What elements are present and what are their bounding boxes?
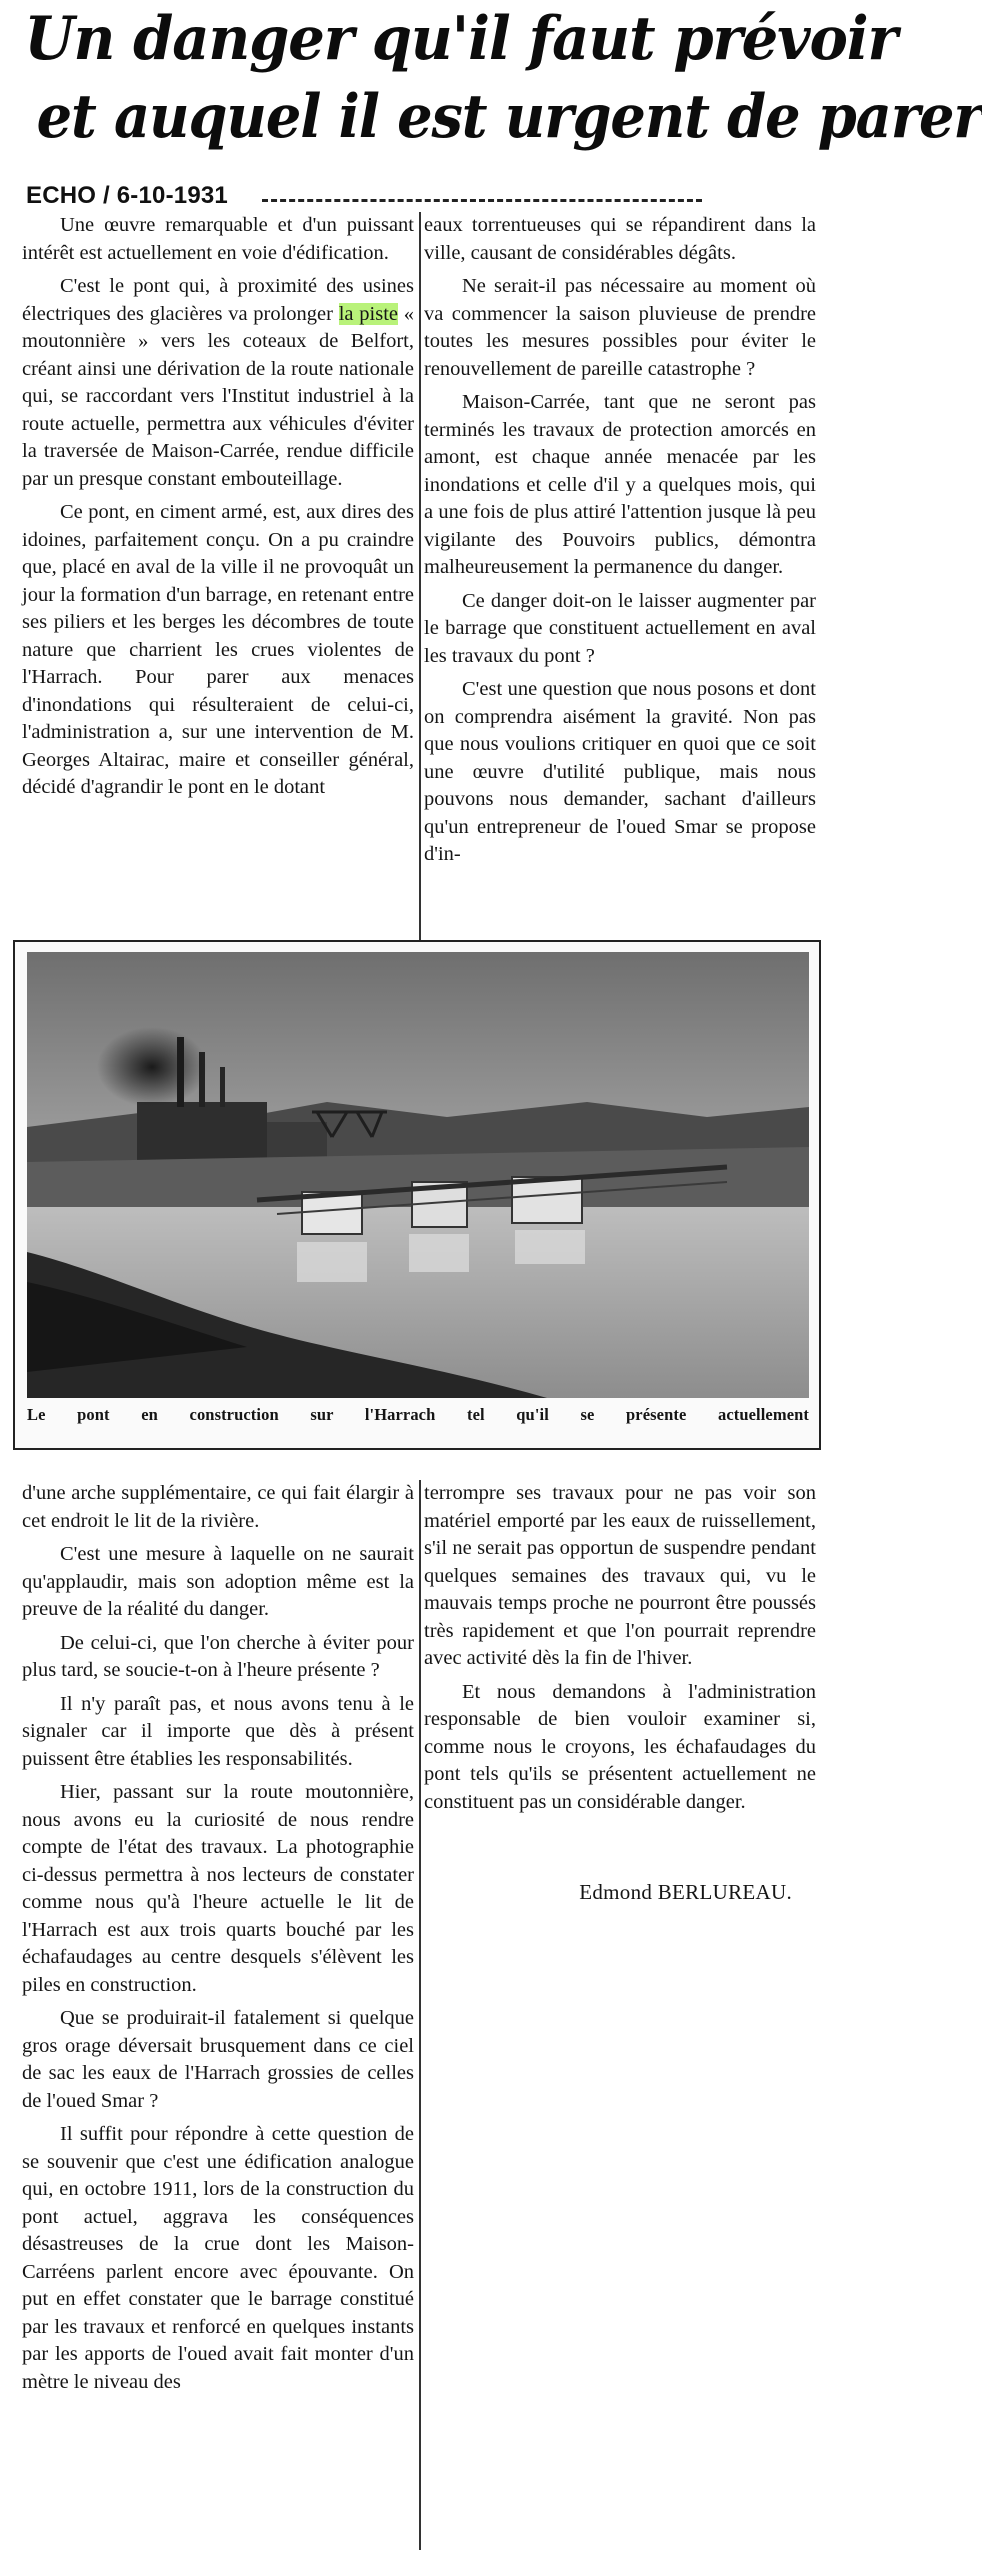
paragraph: Il suffit pour répondre à cette question de se souvenir que c'est une édification analogue qui, en octobre 1911, lors de la construction du pont actuel, aggrava les conséquences désastreuses de la crue dont les Maison-Carréens parlent encore avec épouvante. On put en effet constater que le barrage constitué par les travaux et renforcé en quelques instants par les apports de l'oued avait fait monter d'un mètre le niveau des	[22, 2123, 414, 2393]
paragraph: Ce danger doit-on le laisser augmenter par le barrage que constituent actuellement en aval les travaux du pont ?	[424, 589, 816, 667]
article-column-4	[424, 1480, 816, 1920]
paragraph: Que se produirait-il fatalement si quelque gros orage déversait brusquement dans ce ciel de sac les eaux de l'Harrach grossies de celles de l'oued Smar ?	[22, 2007, 414, 2112]
article-column-1	[22, 212, 414, 957]
paragraph: C'est une mesure à laquelle on ne saurait qu'applaudir, mais son adoption même est la preuve de la réalité du danger.	[22, 1543, 414, 1620]
article-headline	[8, 0, 982, 156]
paragraph: Une œuvre remarquable et d'un puissant intérêt est actuellement en voie d'édification.	[22, 214, 414, 264]
paragraph: C'est une question que nous posons et dont on comprendra aisément la gravité. Non pas que nous voulions critiquer en quoi que ce soit une œuvre d'utilité publique, mais nous pouvons nous demander, sachant d'ailleurs qu'un entrepreneur de l'oued Smar se propose d'in-	[424, 678, 816, 865]
paragraph-text: « moutonnière » vers les coteaux de Belfort, créant ainsi une dérivation de la route nationale qui, se raccordant vers l'Institut industriel à la route actuelle, permettra aux véhicules d'éviter la traversée de Maison-Carrée, rendue difficile par un presque constant embouteillage.	[22, 302, 414, 490]
paragraph: Maison-Carrée, tant que ne seront pas terminés les travaux de protection amorcés en amont, est chaque année menacée par les inondations et celle d'il y a quelques mois, qui a une fois de plus attiré l'attention jusque là peu vigilante des Pouvoirs publics, démontra malheureusement la permanence du danger.	[424, 391, 816, 578]
smoke-plume	[97, 1027, 207, 1107]
photo-frame	[13, 940, 821, 1450]
author-signature: Edmond BERLUREAU.	[579, 1880, 792, 1904]
paragraph: Ne serait-il pas nécessaire au moment où va commencer la saison pluvieuse de prendre toutes les mesures possibles pour éviter le renouvellement de pareille catastrophe ?	[424, 275, 816, 380]
article-column-3	[22, 1480, 414, 2552]
paragraph: eaux torrentueuses qui se répandirent dans la ville, causant de considérables dégâts.	[424, 214, 816, 264]
headline-line-1: Un danger qu'il faut prévoir	[24, 4, 897, 74]
paragraph: Il n'y paraît pas, et nous avons tenu à le signaler car il importe que dès à présent puissent être établies les responsabilités.	[22, 1692, 414, 1770]
highlighted-phrase: la piste	[338, 302, 398, 325]
paragraph: Et nous demandons à l'administration responsable de bien vouloir examiner si, comme nous le croyons, les échafaudages du pont tels qu'ils se présentent actuellement ne constituent pas un considérable danger.	[424, 1680, 816, 1813]
bridge-photograph	[27, 952, 809, 1398]
dashed-separator	[262, 199, 702, 202]
paragraph: Hier, passant sur la route moutonnière, nous avons eu la curiosité de nous rendre compte de l'état des travaux. La photographie ci-dessus permettra à nos lecteurs de constater comme nous qu'à l'heure actuelle le lit de l'Harrach est aux trois quarts bouché par les échafaudages au centre desquels s'élèvent les piles en construction.	[22, 1781, 414, 1996]
article-column-2	[424, 212, 816, 957]
headline-line-2: et auquel il est urgent de parer	[36, 82, 982, 152]
paragraph	[22, 273, 414, 493]
paragraph: d'une arche supplémentaire, ce qui fait élargir à cet endroit le lit de la rivière.	[22, 1482, 414, 1532]
column-divider-top	[419, 212, 421, 954]
paragraph: Ce pont, en ciment armé, est, aux dires des idoines, parfaitement conçu. On a pu craindre que, placé en aval de la ville il ne provoquât un jour la formation d'un barrage, en retenant entre ses piliers et les berges les décombres de toute nature que charrient les crues violentes de l'Harrach. Pour parer aux menaces d'inondations qui résulteraient de celui-ci, l'administration a, sur une intervention de M. Georges Altairac, maire et conseiller général, décidé d'agrandir le pont en le dotant	[22, 501, 414, 798]
column-divider-bottom	[419, 1480, 421, 2550]
photo-caption: Le pont en construction sur l'Harrach tel qu'il se présente actuellement	[27, 1405, 809, 1424]
paragraph: terrompre ses travaux pour ne pas voir son matériel emporté par les eaux de ruissellement, s'il ne serait pas opportun de suspendre pendant quelques semaines des travaux qui, vu le mauvais temps proche ne pourront être poussés très rapidement et que l'on pourrait reprendre avec activité dès la fin de l'hiver.	[424, 1482, 816, 1669]
paragraph: De celui-ci, que l'on cherche à éviter pour plus tard, se soucie-t-on à l'heure présente ?	[22, 1631, 414, 1681]
paragraph-text: C'est le pont qui, à proximité des usines électriques des glacières va prolonger	[22, 275, 414, 325]
source-dateline: ECHO / 6-10-1931	[26, 182, 228, 209]
